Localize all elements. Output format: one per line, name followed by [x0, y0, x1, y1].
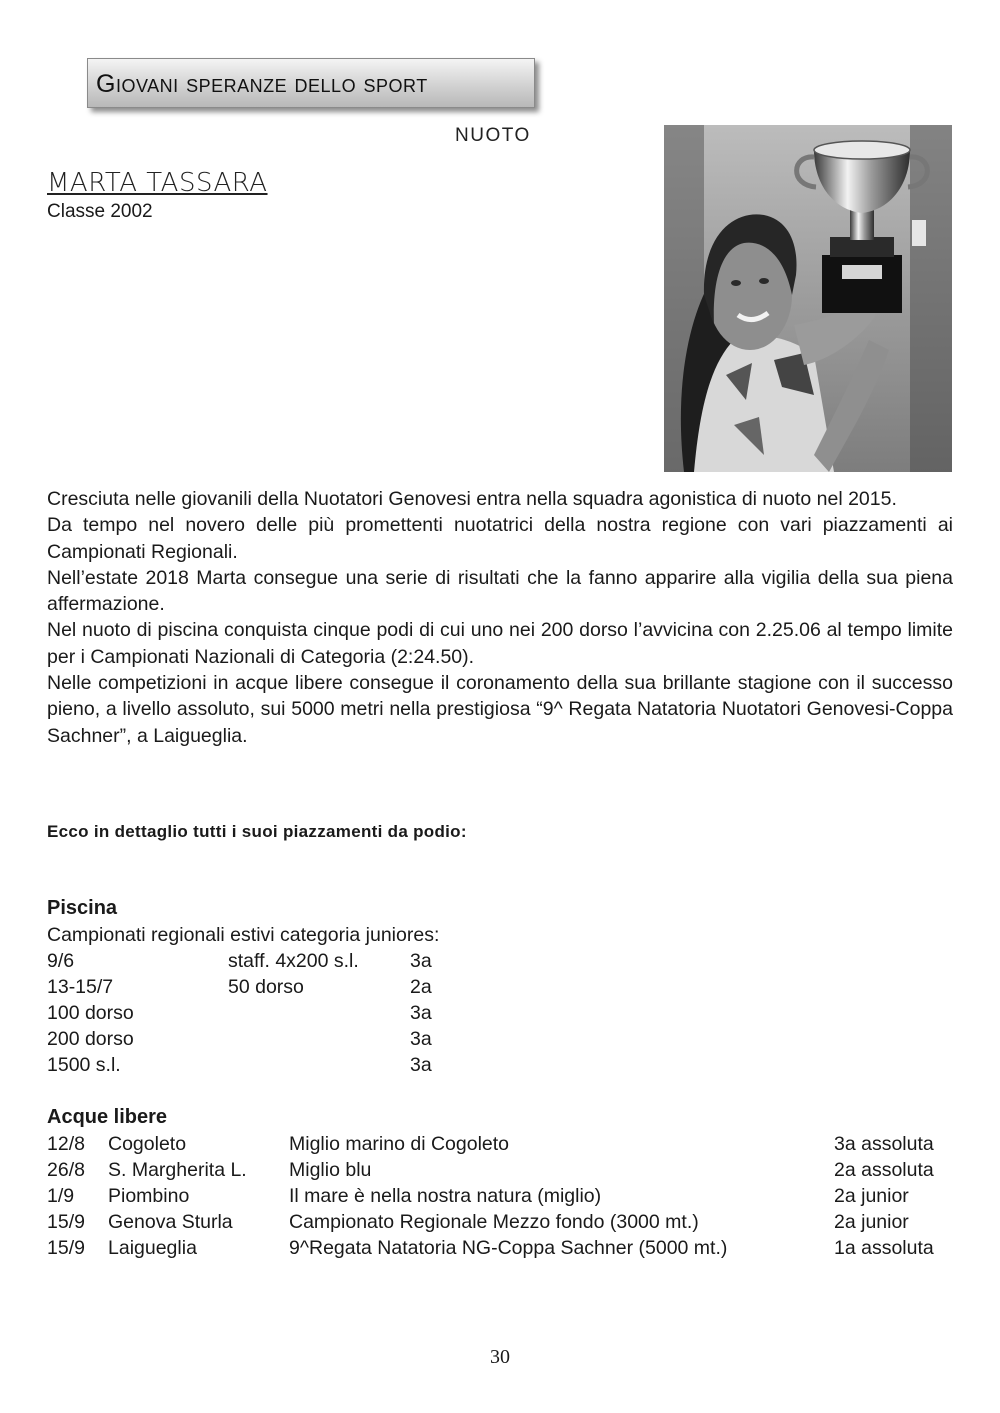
open-water-date: 1/9 [47, 1185, 75, 1207]
piscina-date: 100 dorso [47, 1002, 134, 1024]
piscina-place: 3a [410, 1028, 432, 1050]
open-water-location: S. Margherita L. [108, 1159, 247, 1181]
open-water-race: Miglio blu [289, 1159, 372, 1181]
open-water-race: Campionato Regionale Mezzo fondo (3000 mt.) [289, 1211, 699, 1233]
piscina-place: 3a [410, 1054, 432, 1076]
open-water-location: Piombino [108, 1185, 190, 1207]
piscina-place: 3a [410, 1002, 432, 1024]
piscina-place: 3a [410, 950, 432, 972]
section-banner [87, 58, 535, 108]
open-water-location: Genova Sturla [108, 1211, 233, 1233]
open-water-location: Laigueglia [108, 1237, 197, 1259]
open-water-location: Cogoleto [108, 1133, 187, 1155]
open-water-result: 1a assoluta [834, 1237, 934, 1259]
podium-intro: Ecco in dettaglio tutti i suoi piazzamenti da podio: [47, 822, 467, 841]
open-water-result: 2a junior [834, 1211, 909, 1233]
bio-paragraph: Cresciuta nelle giovanili della Nuotatori Genovesi entra nella squadra agonistica di nuoto nel 2015. [47, 488, 897, 510]
piscina-event: staff. 4x200 s.l. [228, 950, 359, 972]
piscina-heading: Piscina [47, 897, 118, 919]
open-water-result: 3a assoluta [834, 1133, 934, 1155]
bio-text [47, 486, 953, 749]
bio-paragraph: Da tempo nel novero delle più promettenti nuotatrici della nostra regione con vari piazzamenti ai Campionati Regionali. [47, 514, 953, 563]
sport-label: NUOTO [455, 125, 531, 146]
open-water-result: 2a assoluta [834, 1159, 934, 1181]
open-water-date: 15/9 [47, 1211, 85, 1233]
open-water-race: Il mare è nella nostra natura (miglio) [289, 1185, 602, 1207]
open-water-race: 9^Regata Natatoria NG-Coppa Sachner (5000 mt.) [289, 1237, 728, 1259]
piscina-event: 50 dorso [228, 976, 304, 998]
open-water-race: Miglio marino di Cogoleto [289, 1133, 510, 1155]
piscina-date: 1500 s.l. [47, 1054, 121, 1076]
piscina-subtitle: Campionati regionali estivi categoria juniores: [47, 924, 440, 946]
bio-paragraph: Nell’estate 2018 Marta consegue una serie di risultati che la fanno apparire alla vigilia della sua piena affermazione. [47, 566, 953, 616]
athlete-class: Classe 2002 [47, 201, 153, 222]
piscina-date: 200 dorso [47, 1028, 134, 1050]
open-water-date: 15/9 [47, 1237, 85, 1259]
section-title: Giovani speranze dello sport [96, 70, 428, 98]
athlete-name: MARTA TASSARA [47, 168, 268, 198]
open-water-result: 2a junior [834, 1185, 909, 1207]
open-water-date: 26/8 [47, 1159, 85, 1181]
bio-paragraph: Nel nuoto di piscina conquista cinque podi di cui uno nei 200 dorso l’avvicina con 2.25.06 al tempo limite per i Campionati Nazionali di Categoria (2:24.50). [47, 619, 953, 668]
bio-paragraph: Nelle competizioni in acque libere consegue il coronamento della sua brillante stagione con il successo pieno, a livello assoluto, sui 5000 metri nella prestigiosa “9^ Regata Natatoria Nuotatori Genovesi-Coppa Sachner”, a Laigueglia. [47, 672, 953, 747]
athlete-photo [664, 125, 952, 472]
acque-libere-heading: Acque libere [47, 1106, 168, 1128]
piscina-date: 9/6 [47, 950, 75, 972]
page-number: 30 [490, 1346, 510, 1368]
piscina-place: 2a [410, 976, 432, 998]
open-water-date: 12/8 [47, 1133, 85, 1155]
piscina-date: 13-15/7 [47, 976, 114, 998]
